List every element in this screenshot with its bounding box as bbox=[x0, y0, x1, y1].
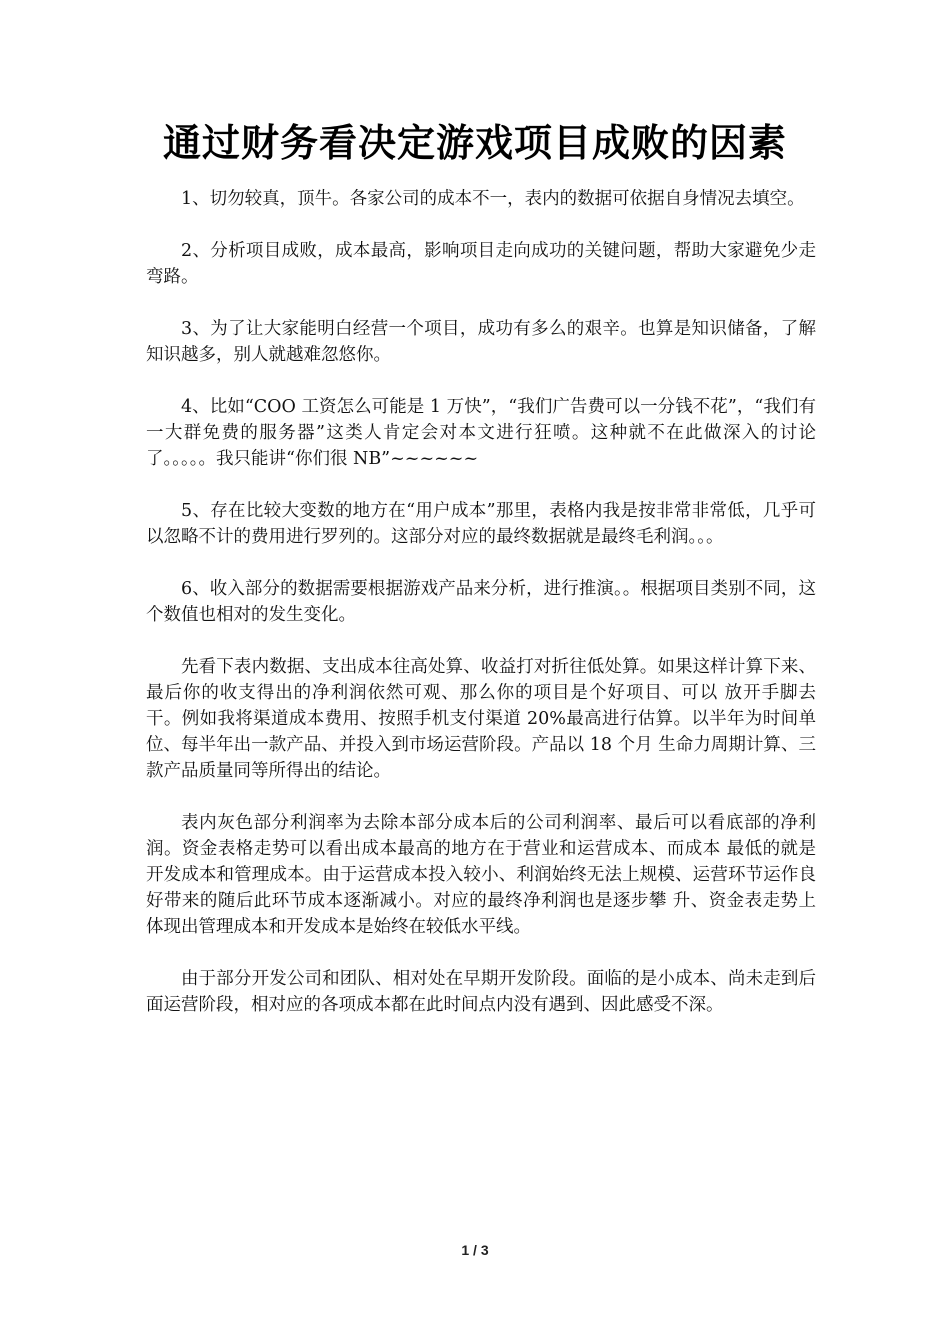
paragraph-8: 表内灰色部分利润率为去除本部分成本后的公司利润率、最后可以看底部的净利润。资金表格走势可以看出成本最高的地方在于营业和运营成本、而成本 最低的就是开发成本和管理成本。由于运营成本投入较小、利润始终无法上规模、运营环节运作良好带来的随后此环节成本逐渐减小。对应的最终净利润也是逐步攀 升、资金表走势上体现出管理成本和开发成本是始终在较低水平线。 bbox=[146, 813, 816, 937]
page-title: 通过财务看决定游戏项目成败的因素 bbox=[162, 121, 787, 165]
article-body bbox=[146, 186, 816, 1044]
paragraph-6: 6、收入部分的数据需要根据游戏产品来分析，进行推演。。根据项目类别不同，这个数值也相对的发生变化。 bbox=[146, 579, 816, 625]
page-number: 1 / 3 bbox=[461, 1242, 489, 1258]
paragraph-4: 4、比如“COO 工资怎么可能是 1 万快”，“我们广告费可以一分钱不花”，“我们有一大群免费的服务器”这类人肯定会对本文进行狂喷。这种就不在此做深入的讨论了。。。。。我只能讲“你们很 NB”~~~~~~ bbox=[146, 397, 816, 469]
paragraph-3: 3、为了让大家能明白经营一个项目，成功有多么的艰辛。也算是知识储备，了解知识越多，别人就越难忽悠你。 bbox=[146, 319, 816, 365]
paragraph-1: 1、切勿较真，顶牛。各家公司的成本不一，表内的数据可依据自身情况去填空。 bbox=[181, 189, 805, 209]
paragraph-7: 先看下表内数据、支出成本往高处算、收益打对折往低处算。如果这样计算下来、最后你的收支得出的净利润依然可观、那么你的项目是个好项目、可以 放开手脚去干。例如我将渠道成本费用、按照手机支付渠道 20%最高进行估算。以半年为时间单位、每半年出一款产品、并投入到市场运营阶段。产品以 18 个月 生命力周期计算、三款产品质量同等所得出的结论。 bbox=[146, 657, 816, 781]
paragraph-9: 由于部分开发公司和团队、相对处在早期开发阶段。面临的是小成本、尚未走到后面运营阶段，相对应的各项成本都在此时间点内没有遇到、因此感受不深。 bbox=[146, 969, 816, 1015]
paragraph-5: 5、存在比较大变数的地方在“用户成本”那里，表格内我是按非常非常低，几乎可以忽略不计的费用进行罗列的。这部分对应的最终数据就是最终毛利润。。。 bbox=[146, 501, 816, 547]
paragraph-2: 2、分析项目成败，成本最高，影响项目走向成功的关键问题，帮助大家避免少走弯路。 bbox=[146, 241, 816, 287]
